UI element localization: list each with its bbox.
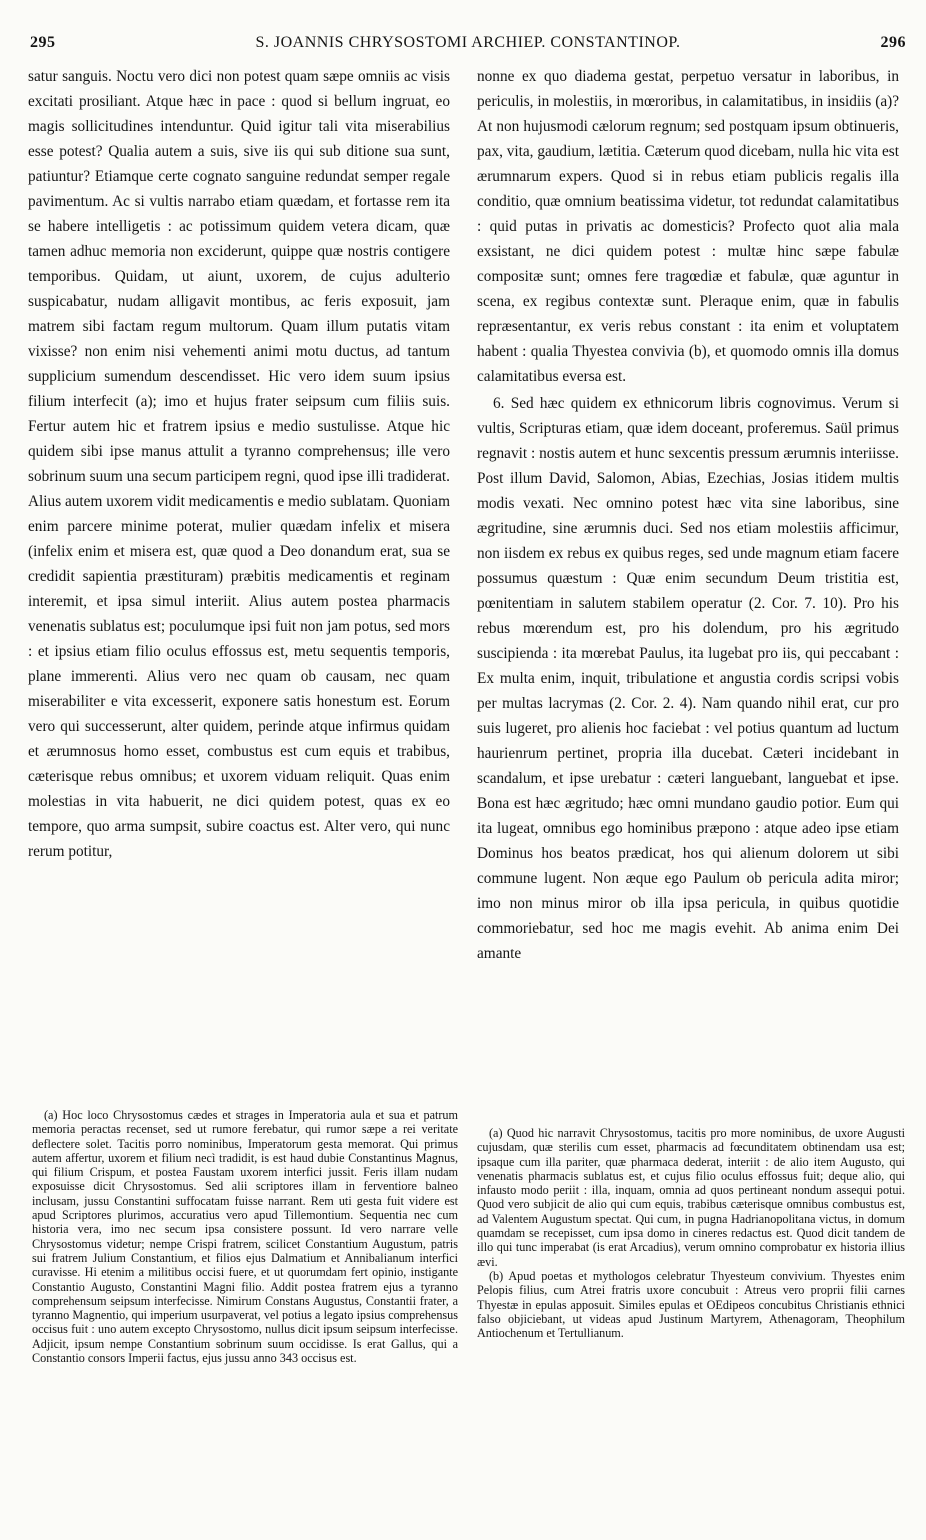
running-title: S. JOANNIS CHRYSOSTOMI ARCHIEP. CONSTANTINOP. <box>255 34 681 51</box>
running-header <box>30 34 906 58</box>
footnote-b-right: (b) Apud poetas et mythologos celebratur Thyesteum convivium. Thyestes enim Pelopis filius, cum Atrei fratris uxore concubuit : Atreus vero proprii filii carnes Thyestæ in epulas apposuit. Similes epulas et OEdipeos concubitus Christianis ethnici falso objiciebant, ut videas apud Justinum Martyrem, Athenagoram, Theophilum Antiochenum et Tertullianum. <box>477 1268 905 1341</box>
footnote-a-right: (a) Quod hic narravit Chrysostomus, tacitis pro more nominibus, de uxore Augusti cujusdam, quæ sterilis cum esset, pharmacis ad fœcunditatem obtinendam usa est; ipsaque cum illa pariter, quæ pharmaca dederat, interiit : de alio item Augusto, qui venenatis pharmacis sublatus est, et cujus filio oculus effossus fuit; deque alio, qui infausto modo periit : illa, inquam, omnia ad quos pertineant nondum assequi potui. Quod vero subjicit de alio qui cum equis, trabibus cæterisque omnibus combustus est, ad Valentem Augustum spectat. Qui cum, in pugna Hadrianopolitana victus, in domum quamdam se recepisset, cum ipsa domo in cineres redactus est. Quod dicit tandem de illo qui tunc imperabat (is erat Arcadius), verum omnino comprobatur ex historia illius ævi. <box>477 1126 905 1269</box>
footnote-a-left: (a) Hoc loco Chrysostomus cædes et strages in Imperatoria aula et sua et patrum memoria peractas recenset, sed ut rumore ferebatur, qui rumor sæpe a rei veritate deflectere solet. Tacitis porro nominibus, Imperatorum gesta memorat. Qui primus autem affertur, uxorem et filium necì tradidit, is est haud dubie Constantinus Magnus, qui filium Crispum, et postea Faustam uxorem interfici jussit. Feris illam nudam exposuisse dicit Chrysostomus. Sed alii scriptores illam in ferventiore balneo inclusam, jussu Constantini suffocatam fuisse narrant. Rem uti gesta fuit videre est apud Scriptores plurimos, accuratius vero apud Tillemontium. Sequentia nec cum historia vera, imo nec secum ipsa consistere possunt. Id vero narrare velle Chrysostomus videtur; nempe Crispi fratrem, scilicet Constantium Augustum, patris sui fratrem Julium Constantium, et filios ejus Dalmatium et Annibalianum interfici curavisse. Hi etenim a militibus occisi fuere, et ut quorumdam fert opinio, instigante Constantio Augusto, Constantini Magni filio. Addit postea fratrem ejus a tyranno comprehensum seipsum interfecisse. Nimirum Constans Augustus, Constantii frater, a tyranno Magnentio, qui imperium usurpaverat, vel potius a legato ipsius comprehensus occisus fuit : uno autem excepto Chrysostomo, nullus dicit ipsum seipsum interfecisse. Adjicit, ipsum nempe Constantium sobrinum suum occidisse. Is erat Gallus, qui a Constantio consors Imperii factus, ejus jussu anno 343 occisus est. <box>32 1108 458 1366</box>
left-column <box>28 64 450 864</box>
footnotes-right <box>477 1126 905 1340</box>
left-paragraph: satur sanguis. Noctu vero dici non potest quam sæpe omniis ac visis excitati prosiliant. Atque hæc in pace : quod si bellum ingruat, eo magis sollicitudines intenduntur. Quid igitur tali vita miserabilius esse potest? Qualia autem a suis, sive iis qui sub ditione sua sunt, patiuntur? Etiamque certe cognato sanguine redundat semper regale pavimentum. Ac si vultis narrabo etiam quædam, et fortasse rem ita se habere intelligetis : ac potissimum quidem vetera dicam, quæ tamen adhuc memoria non exciderunt, quippe quæ nostris contigere temporibus. Quidam, ut aiunt, uxorem, de cujus adulterio suspicabatur, nudam alligavit montibus, ac feris exposuit, jam matrem sibi factam regum multorum. Quam illum putatis vitam vixisse? non enim nisi vehementi animi motu ductus, ad tantum supplicium sumendum descendisset. Hic vero idem suum ipsius filium interfecit (a); imo et hujus frater seipsum cum filiis suis. Fertur autem hic et fratrem ipsius e medio sustulisse. Atque hic quidem sibi ipse manus attulit a tyranno comprehensus; ille vero sobrinum suum una secum participem regni, quod ipse illi tradiderat. Alius autem uxorem vidit medicamentis e medio sublatam. Quoniam enim parcere minime poterat, mulier quædam infelix et misera (infelix enim et misera est, quæ quod a Deo donandum erat, sua se credidit sapientia præstituram) præbitis medicamentis et reginam interemit, et ipsa simul interiit. Alius autem postea pharmacis venenatis sublatus est; poculumque ipsi fuit non jam potus, sed mors : et ipsius etiam filio oculus effossus est, metu sequentis temporis, plane immerenti. Alius vero nec quam ob causam, nec quam miserabiliter e vita excesserit, exponere satis honestum est. Eorum vero qui successerunt, alter quidem, perinde atque infirmus quidam et ærumnosus homo esset, combustus est cum equis et trabibus, cæterisque rebus omnibus; et uxorem viduam reliquit. Quas enim molestias in vita habuerit, ne dici quidem potest, quas ex eo tempore, quo arma sumpsit, subire coactus est. Alter vero, qui nunc rerum potitur, <box>28 68 450 860</box>
footnotes-left <box>32 1108 458 1365</box>
right-paragraph-1: nonne ex quo diadema gestat, perpetuo versatur in laboribus, in periculis, in molestiis, in mœroribus, in calamitatibus, in insidiis (a)? At non hujusmodi cælorum regnum; sed postquam ipsum obtinueris, pax, vita, gaudium, lætitia. Cæterum quod dicebam, nulla hic vita est ærumnarum expers. Quod si in rebus etiam publicis regalis illa conditio, quæ omnium beatissima videtur, tot redundat calamitatibus : quid putas in privatis ac domesticis? Profecto quot alia mala exsistant, ne dici quidem potest : multæ hinc sæpe fabulæ compositæ sunt; omnes fere tragœdiæ et fabulæ, quæ aguntur in scena, ex regibus contextæ sunt. Pleraque enim, quæ in fabulis repræsentantur, ex veris rebus constant : ita enim et voluptatem habent : qualia Thyestea convivia (b), et quomodo omnis illa domus calamitatibus eversa est. <box>477 68 899 385</box>
right-column <box>477 64 899 966</box>
page-number-left: 295 <box>30 34 56 51</box>
page-number-right: 296 <box>880 34 906 51</box>
right-paragraph-2: 6. Sed hæc quidem ex ethnicorum libris cognovimus. Verum si vultis, Scripturas etiam, quæ idem doceant, proferemus. Saül primus regnavit : nostis autem et hunc sexcentis pressum ærumnis interiisse. Post illum David, Salomon, Abias, Ezechias, Josias itidem multis modis vexati. Nec omnino potest hæc vita sine laboribus, sine ægritudine, sine ærumnis duci. Sed nos etiam molestiis afficimur, non iisdem ex rebus ex quibus reges, sed unde magnum etiam facere possumus quæstum : Quæ enim secundum Deum tristitia est, pœnitentiam in salutem stabilem operatur (2. Cor. 7. 10). Pro his rebus mœrendum est, pro his dolendum, pro his ægritudo suscipienda : ita mœrebat Paulus, ita lugebat pro iis, qui peccabant : Ex multa enim, inquit, tribulatione et angustia cordis scripsi vobis per multas lacrymas (2. Cor. 2. 4). Nam quando nihil erat, cur pro suis lugeret, pro alienis hoc faciebat : vel potius quantum ad luctum haurienrum pertinet, propria illa ducebat. Cæteri incidebant in scandalum, et ipse urebatur : cæteri languebant, languebat et ipse. Bona est hæc ægritudo; hæc omni mundano gaudio potior. Eum qui ita lugeat, omnibus ego hominibus præpono : atque adeo ipse etiam Dominus hos beatos prædicat, hos qui alienum dolorem ut sibi commune lugent. Non æque ego Paulum ob pericula adita miror; imo non minus miror ob illa ipsa pericula, in quibus quotidie commoriebatur, sed hoc me magis evehit. Ab anima enim Dei amante <box>477 395 899 962</box>
